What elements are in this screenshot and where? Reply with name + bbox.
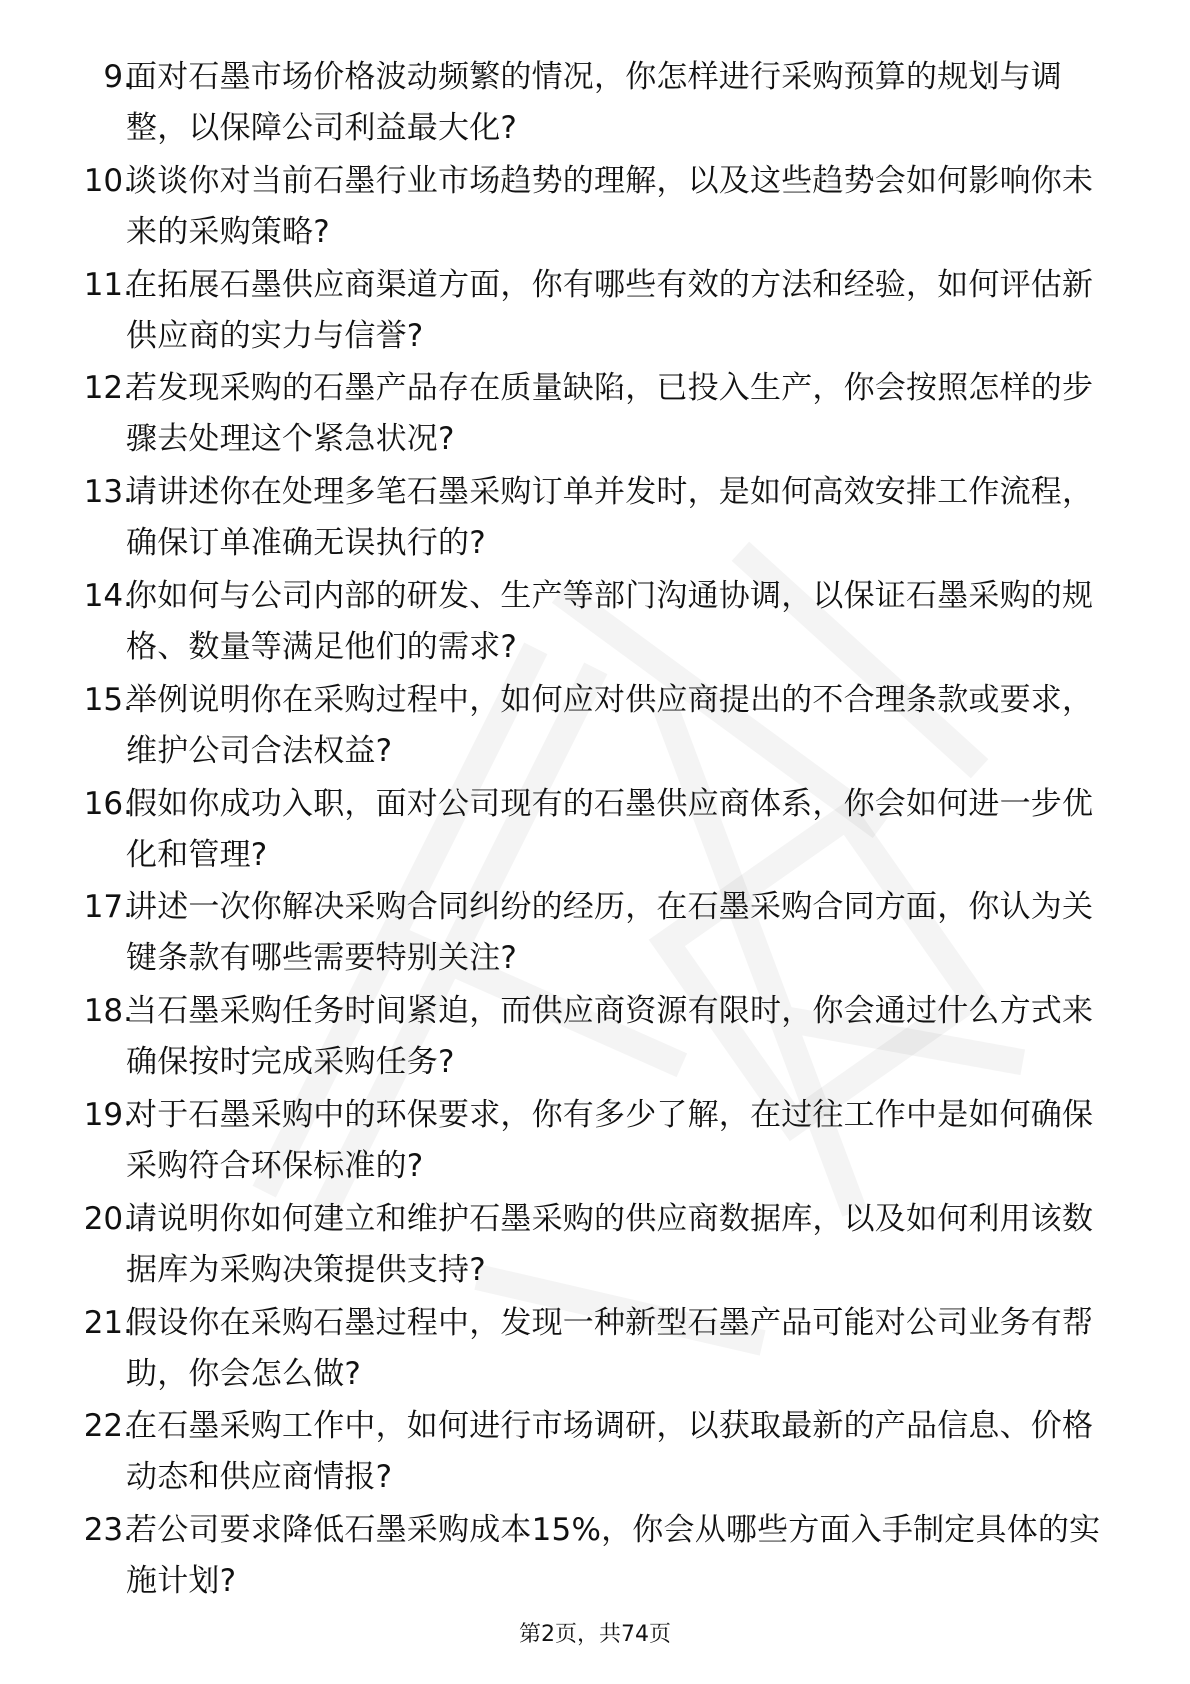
question-item: [0, 1505, 1190, 1609]
question-text: 对于石墨采购中的环保要求，你有多少了解，在过往工作中是如何确保采购符合环保标准的?: [126, 1096, 1094, 1184]
question-list: [0, 52, 1190, 1609]
question-text: 假设你在采购石墨过程中，发现一种新型石墨产品可能对公司业务有帮助，你会怎么做?: [126, 1304, 1094, 1392]
question-number: 15.: [83, 681, 133, 718]
question-number: 20.: [83, 1200, 133, 1237]
question-number: 19.: [83, 1096, 133, 1133]
question-item: [0, 52, 1190, 156]
question-number: 11.: [83, 266, 133, 303]
question-number: 13.: [83, 474, 133, 511]
question-text: 当石墨采购任务时间紧迫，而供应商资源有限时，你会通过什么方式来确保按时完成采购任务?: [126, 993, 1094, 1081]
question-text: 若公司要求降低石墨采购成本15%，你会从哪些方面入手制定具体的实施计划?: [126, 1512, 1101, 1600]
question-text: 举例说明你在采购过程中，如何应对供应商提出的不合理条款或要求，维护公司合法权益?: [126, 681, 1094, 769]
question-item: [0, 1194, 1190, 1298]
question-number: 10.: [83, 162, 133, 199]
question-text: 假如你成功入职，面对公司现有的石墨供应商体系，你会如何进一步优化和管理?: [126, 785, 1094, 873]
question-text: 请讲述你在处理多笔石墨采购订单并发时，是如何高效安排工作流程，确保订单准确无误执行的?: [126, 474, 1094, 562]
page-footer: 第2页，共74页: [519, 1622, 671, 1647]
question-number: 16.: [83, 785, 133, 822]
question-item: [0, 1401, 1190, 1505]
question-number: 14.: [83, 577, 133, 614]
question-number: 21.: [83, 1304, 133, 1341]
question-number: 18.: [83, 993, 133, 1030]
question-text: 请说明你如何建立和维护石墨采购的供应商数据库，以及如何利用该数据库为采购决策提供支持?: [126, 1200, 1094, 1288]
question-text: 在拓展石墨供应商渠道方面，你有哪些有效的方法和经验，如何评估新供应商的实力与信誉?: [126, 266, 1094, 354]
question-text: 谈谈你对当前石墨行业市场趋势的理解，以及这些趋势会如何影响你未来的采购策略?: [126, 162, 1094, 250]
question-item: [0, 467, 1190, 571]
question-item: [0, 156, 1190, 260]
question-number: 22.: [83, 1408, 133, 1445]
question-text: 你如何与公司内部的研发、生产等部门沟通协调，以保证石墨采购的规格、数量等满足他们的需求?: [126, 577, 1094, 665]
question-item: [0, 571, 1190, 675]
question-text: 讲述一次你解决采购合同纠纷的经历，在石墨采购合同方面，你认为关键条款有哪些需要特别关注?: [126, 889, 1094, 977]
question-text: 若发现采购的石墨产品存在质量缺陷，已投入生产，你会按照怎样的步骤去处理这个紧急状况?: [126, 370, 1094, 458]
question-text: 在石墨采购工作中，如何进行市场调研，以获取最新的产品信息、价格动态和供应商情报?: [126, 1408, 1094, 1496]
question-item: [0, 779, 1190, 883]
question-number: 17.: [83, 889, 133, 926]
question-item: [0, 675, 1190, 779]
question-item: [0, 1090, 1190, 1194]
question-number: 9.: [103, 59, 133, 95]
question-text: 面对石墨市场价格波动频繁的情况，你怎样进行采购预算的规划与调整，以保障公司利益最大化?: [126, 59, 1062, 146]
question-item: [0, 260, 1190, 364]
question-item: [0, 1298, 1190, 1402]
question-item: [0, 363, 1190, 467]
question-number: 23.: [83, 1512, 133, 1549]
question-item: [0, 882, 1190, 986]
question-number: 12.: [83, 370, 133, 407]
question-item: [0, 986, 1190, 1090]
